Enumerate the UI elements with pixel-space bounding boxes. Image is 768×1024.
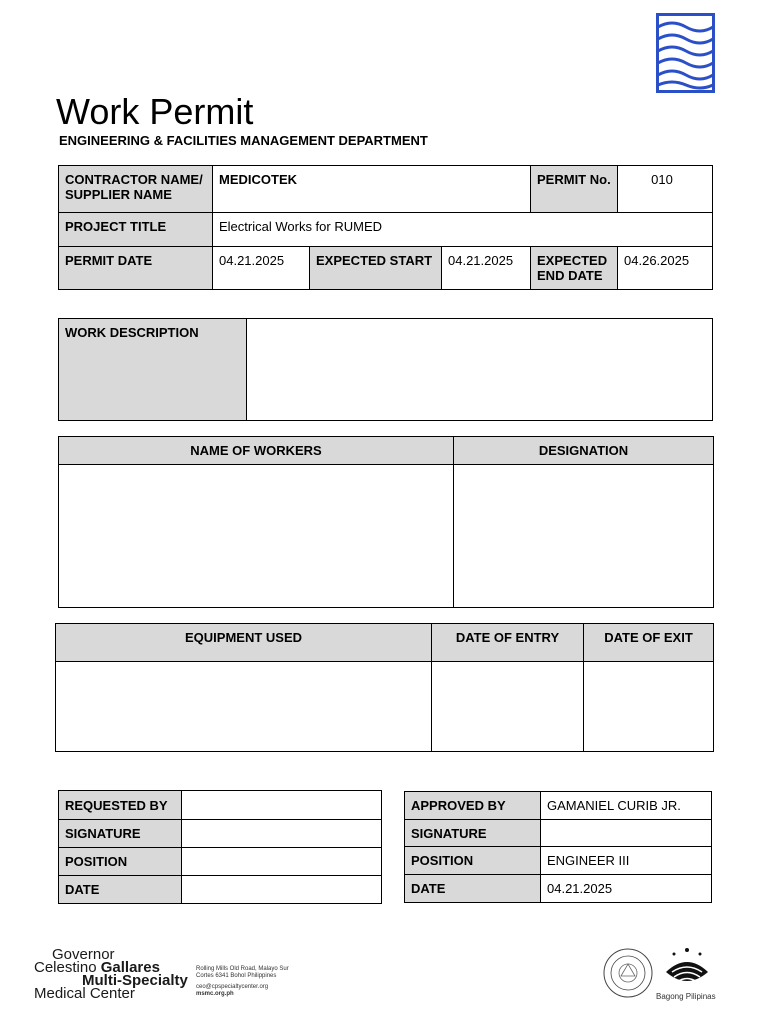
equipment-used-cell[interactable] — [56, 662, 432, 752]
work-description-table — [58, 318, 713, 421]
expected-end-value: 04.26.2025 — [618, 247, 713, 290]
requested-date-label: DATE — [59, 876, 182, 904]
workers-name-header: NAME OF WORKERS — [59, 437, 454, 465]
approved-date-value: 04.21.2025 — [541, 875, 712, 903]
contractor-value: MEDICOTEK — [213, 166, 531, 213]
requested-signature-label: SIGNATURE — [59, 820, 182, 848]
bagong-pilipinas-label: Bagong Pilipinas — [656, 992, 716, 1001]
org-line-3: Multi-Specialty — [82, 972, 188, 989]
email-text: ceo@cpspecialtycenter.org — [196, 984, 269, 990]
requested-date-value[interactable] — [182, 876, 382, 904]
org-line-4: Medical Center — [34, 985, 135, 1002]
department-subtitle: ENGINEERING & FACILITIES MANAGEMENT DEPARTMENT — [59, 133, 428, 148]
workers-name-cell[interactable] — [59, 465, 454, 608]
equipment-used-header: EQUIPMENT USED — [56, 624, 432, 662]
wave-logo-icon — [656, 13, 715, 93]
org-line-2b: Gallares — [100, 959, 160, 976]
department-seal-icon — [603, 948, 653, 998]
requested-signature-value[interactable] — [182, 820, 382, 848]
address-line-2: Cortes 6341 Bohol Philippines — [196, 973, 277, 979]
date-of-exit-cell[interactable] — [584, 662, 714, 752]
expected-start-label: EXPECTED START — [310, 247, 442, 290]
approved-by-value: GAMANIEL CURIB JR. — [541, 792, 712, 820]
org-line-1: Governor — [52, 946, 115, 963]
approved-date-label: DATE — [405, 875, 541, 903]
page-title: Work Permit — [56, 91, 254, 132]
approved-position-value: ENGINEER III — [541, 847, 712, 875]
requested-by-table — [58, 790, 382, 904]
permit-info-table — [58, 165, 713, 290]
work-description-value[interactable] — [247, 319, 713, 421]
expected-end-label: EXPECTED END DATE — [531, 247, 618, 290]
workers-designation-cell[interactable] — [454, 465, 714, 608]
expected-start-value: 04.21.2025 — [442, 247, 531, 290]
approved-signature-value[interactable] — [541, 820, 712, 847]
hospital-address — [196, 966, 289, 998]
permit-no-label: PERMIT No. — [531, 166, 618, 213]
workers-designation-header: DESIGNATION — [454, 437, 714, 465]
workers-table — [58, 436, 714, 608]
requested-position-label: POSITION — [59, 848, 182, 876]
permit-no-value: 010 — [618, 166, 713, 213]
bagong-pilipinas-logo-icon — [662, 946, 712, 990]
date-of-exit-header: DATE OF EXIT — [584, 624, 714, 662]
date-of-entry-header: DATE OF ENTRY — [432, 624, 584, 662]
permit-date-value: 04.21.2025 — [213, 247, 310, 290]
equipment-table — [55, 623, 714, 752]
approved-by-table — [404, 791, 712, 903]
approved-by-label: APPROVED BY — [405, 792, 541, 820]
requested-position-value[interactable] — [182, 848, 382, 876]
contractor-label: CONTRACTOR NAME/ SUPPLIER NAME — [59, 166, 213, 213]
address-line-1: Rolling Mills Old Road, Malayo Sur — [196, 966, 289, 972]
org-line-2a: Celestino — [34, 959, 97, 976]
approved-position-label: POSITION — [405, 847, 541, 875]
requested-by-value[interactable] — [182, 791, 382, 820]
project-title-label: PROJECT TITLE — [59, 213, 213, 247]
date-of-entry-cell[interactable] — [432, 662, 584, 752]
work-description-label: WORK DESCRIPTION — [59, 319, 247, 421]
hospital-logo — [34, 948, 194, 1000]
website-text: msmc.org.ph — [196, 991, 234, 997]
requested-by-label: REQUESTED BY — [59, 791, 182, 820]
project-title-value: Electrical Works for RUMED — [213, 213, 713, 247]
approved-signature-label: SIGNATURE — [405, 820, 541, 847]
permit-date-label: PERMIT DATE — [59, 247, 213, 290]
